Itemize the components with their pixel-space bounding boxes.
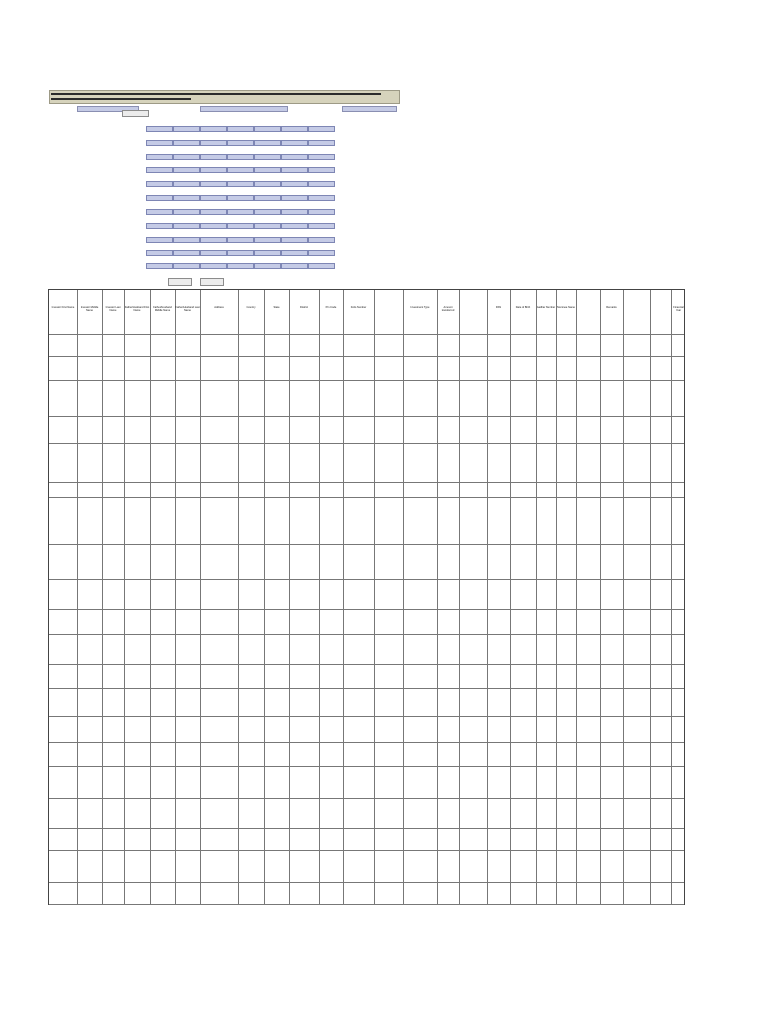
prefill-button[interactable] bbox=[122, 110, 149, 117]
date-field[interactable] bbox=[342, 106, 397, 112]
table-row-divider bbox=[49, 380, 684, 381]
summary-cell[interactable] bbox=[281, 237, 308, 243]
summary-cell[interactable] bbox=[200, 250, 227, 256]
summary-cell[interactable] bbox=[281, 181, 308, 187]
table-row-divider bbox=[49, 579, 684, 580]
instruction-note bbox=[49, 90, 400, 104]
summary-cell[interactable] bbox=[227, 167, 254, 173]
summary-cell[interactable] bbox=[227, 126, 254, 132]
table-row-divider bbox=[49, 766, 684, 767]
summary-cell[interactable] bbox=[254, 195, 281, 201]
table-row-divider bbox=[49, 443, 684, 444]
summary-cell[interactable] bbox=[254, 167, 281, 173]
summary-cell[interactable] bbox=[227, 154, 254, 160]
summary-row bbox=[49, 222, 349, 230]
table-row-divider bbox=[49, 634, 684, 635]
table-column-divider bbox=[487, 290, 488, 904]
summary-cell[interactable] bbox=[146, 167, 173, 173]
table-row-divider bbox=[49, 850, 684, 851]
summary-cell[interactable] bbox=[173, 250, 200, 256]
validate-button[interactable] bbox=[168, 278, 192, 286]
table-header-cell: Folio Number bbox=[350, 306, 367, 309]
summary-cell[interactable] bbox=[146, 126, 173, 132]
summary-cell[interactable] bbox=[227, 209, 254, 215]
summary-cell[interactable] bbox=[281, 250, 308, 256]
summary-cell[interactable] bbox=[146, 223, 173, 229]
table-column-divider bbox=[556, 290, 557, 904]
summary-cell[interactable] bbox=[173, 263, 200, 269]
summary-cell[interactable] bbox=[308, 209, 335, 215]
summary-cell[interactable] bbox=[173, 209, 200, 215]
table-column-divider bbox=[510, 290, 511, 904]
summary-cell[interactable] bbox=[308, 195, 335, 201]
summary-cell[interactable] bbox=[146, 140, 173, 146]
table-row-divider bbox=[49, 742, 684, 743]
table-header-divider bbox=[49, 334, 684, 335]
summary-cell[interactable] bbox=[308, 167, 335, 173]
summary-cell[interactable] bbox=[173, 140, 200, 146]
summary-cell[interactable] bbox=[281, 140, 308, 146]
summary-cell[interactable] bbox=[200, 237, 227, 243]
table-column-divider bbox=[150, 290, 151, 904]
table-column-divider bbox=[200, 290, 201, 904]
summary-row bbox=[49, 208, 349, 216]
summary-cell[interactable] bbox=[146, 237, 173, 243]
table-row-divider bbox=[49, 482, 684, 483]
summary-cell[interactable] bbox=[254, 223, 281, 229]
clear-button[interactable] bbox=[200, 278, 224, 286]
summary-cell[interactable] bbox=[281, 263, 308, 269]
table-header-cell: Date of Birth bbox=[515, 306, 531, 309]
investor-details-table bbox=[48, 289, 685, 905]
table-column-divider bbox=[289, 290, 290, 904]
table-header-cell: Address bbox=[214, 306, 224, 309]
summary-cell[interactable] bbox=[173, 181, 200, 187]
summary-cell[interactable] bbox=[173, 223, 200, 229]
table-column-divider bbox=[600, 290, 601, 904]
summary-cell[interactable] bbox=[308, 126, 335, 132]
summary-row bbox=[49, 194, 349, 202]
table-row-divider bbox=[49, 497, 684, 498]
table-header-cell: Investor Last Name bbox=[105, 306, 121, 313]
table-column-divider bbox=[650, 290, 651, 904]
summary-cell[interactable] bbox=[227, 195, 254, 201]
summary-cell[interactable] bbox=[146, 195, 173, 201]
table-header-cell: Financial Year bbox=[673, 306, 684, 313]
summary-cell[interactable] bbox=[227, 237, 254, 243]
summary-cell[interactable] bbox=[173, 126, 200, 132]
table-header-cell: State bbox=[273, 306, 280, 309]
table-column-divider bbox=[343, 290, 344, 904]
table-row-divider bbox=[49, 609, 684, 610]
table-row-divider bbox=[49, 544, 684, 545]
table-column-divider bbox=[175, 290, 176, 904]
table-column-divider bbox=[403, 290, 404, 904]
summary-cell[interactable] bbox=[227, 263, 254, 269]
summary-cell[interactable] bbox=[146, 250, 173, 256]
table-header-cell: PAN bbox=[495, 306, 502, 309]
table-header-cell: Father/Husband Last Name bbox=[175, 306, 200, 313]
summary-cell[interactable] bbox=[281, 223, 308, 229]
summary-cell[interactable] bbox=[254, 250, 281, 256]
summary-cell[interactable] bbox=[200, 140, 227, 146]
table-header-cell: Investment Type bbox=[410, 306, 430, 309]
summary-row bbox=[49, 166, 349, 174]
summary-cell[interactable] bbox=[281, 209, 308, 215]
table-row-divider bbox=[49, 416, 684, 417]
summary-cell[interactable] bbox=[173, 167, 200, 173]
summary-row bbox=[49, 249, 349, 257]
table-header-cell: Nominee Name bbox=[556, 306, 576, 309]
table-row-divider bbox=[49, 716, 684, 717]
summary-cell[interactable] bbox=[254, 263, 281, 269]
summary-cell[interactable] bbox=[254, 154, 281, 160]
table-column-divider bbox=[459, 290, 460, 904]
summary-cell[interactable] bbox=[200, 263, 227, 269]
table-column-divider bbox=[623, 290, 624, 904]
summary-cell[interactable] bbox=[200, 126, 227, 132]
table-column-divider bbox=[319, 290, 320, 904]
summary-cell[interactable] bbox=[281, 167, 308, 173]
table-row-divider bbox=[49, 664, 684, 665]
summary-cell[interactable] bbox=[200, 181, 227, 187]
summary-cell[interactable] bbox=[281, 126, 308, 132]
table-header-cell: District bbox=[300, 306, 308, 309]
table-row-divider bbox=[49, 904, 684, 905]
summary-cell[interactable] bbox=[200, 223, 227, 229]
table-column-divider bbox=[124, 290, 125, 904]
table-column-divider bbox=[238, 290, 239, 904]
table-row-divider bbox=[49, 798, 684, 799]
note-line-2 bbox=[51, 96, 399, 101]
summary-cell[interactable] bbox=[146, 181, 173, 187]
summary-cell[interactable] bbox=[200, 167, 227, 173]
note-text-1 bbox=[51, 93, 381, 95]
summary-cell[interactable] bbox=[308, 250, 335, 256]
summary-cell[interactable] bbox=[200, 154, 227, 160]
summary-cell[interactable] bbox=[173, 237, 200, 243]
table-header-cell: Father/Husband First Name bbox=[124, 306, 150, 313]
summary-row bbox=[49, 180, 349, 188]
table-column-divider bbox=[77, 290, 78, 904]
summary-cell[interactable] bbox=[227, 250, 254, 256]
summary-cell[interactable] bbox=[227, 223, 254, 229]
table-header-cell: Investor First Name bbox=[51, 306, 75, 309]
summary-cell[interactable] bbox=[146, 263, 173, 269]
summary-cell[interactable] bbox=[308, 140, 335, 146]
summary-cell[interactable] bbox=[200, 209, 227, 215]
table-column-divider bbox=[102, 290, 103, 904]
table-header-cell: Aadhar Number bbox=[536, 306, 556, 309]
summary-cell[interactable] bbox=[173, 195, 200, 201]
summary-cell[interactable] bbox=[146, 154, 173, 160]
note-text-2 bbox=[51, 98, 191, 100]
summary-cell[interactable] bbox=[254, 181, 281, 187]
summary-cell[interactable] bbox=[254, 237, 281, 243]
table-column-divider bbox=[437, 290, 438, 904]
table-row-divider bbox=[49, 356, 684, 357]
summary-cell[interactable] bbox=[308, 237, 335, 243]
summary-cell[interactable] bbox=[173, 154, 200, 160]
summary-cell[interactable] bbox=[254, 140, 281, 146]
summary-row bbox=[49, 139, 349, 147]
summary-cell[interactable] bbox=[254, 126, 281, 132]
summary-cell[interactable] bbox=[308, 223, 335, 229]
table-column-divider bbox=[671, 290, 672, 904]
table-header-cell: Amount transferred bbox=[441, 306, 455, 313]
summary-cell[interactable] bbox=[146, 209, 173, 215]
table-row-divider bbox=[49, 688, 684, 689]
table-row-divider bbox=[49, 882, 684, 883]
summary-cell[interactable] bbox=[200, 195, 227, 201]
summary-cell[interactable] bbox=[308, 154, 335, 160]
summary-cell[interactable] bbox=[308, 181, 335, 187]
table-header-cell: Country bbox=[246, 306, 256, 309]
summary-row bbox=[49, 262, 349, 270]
summary-cell[interactable] bbox=[281, 154, 308, 160]
summary-row bbox=[49, 125, 349, 133]
table-column-divider bbox=[264, 290, 265, 904]
summary-cell[interactable] bbox=[227, 181, 254, 187]
table-header-cell: Investor Middle Name bbox=[80, 306, 99, 313]
table-header-cell: Father/Husband Middle Name bbox=[153, 306, 172, 313]
table-header-cell: Remarks bbox=[606, 306, 617, 309]
table-column-divider bbox=[536, 290, 537, 904]
table-row-divider bbox=[49, 828, 684, 829]
summary-cell[interactable] bbox=[254, 209, 281, 215]
table-column-divider bbox=[374, 290, 375, 904]
summary-row bbox=[49, 236, 349, 244]
company-field[interactable] bbox=[200, 106, 288, 112]
table-header-cell: Pin Code bbox=[325, 306, 337, 309]
summary-row bbox=[49, 153, 349, 161]
summary-cell[interactable] bbox=[308, 263, 335, 269]
summary-cell[interactable] bbox=[227, 140, 254, 146]
summary-cell[interactable] bbox=[281, 195, 308, 201]
table-column-divider bbox=[576, 290, 577, 904]
